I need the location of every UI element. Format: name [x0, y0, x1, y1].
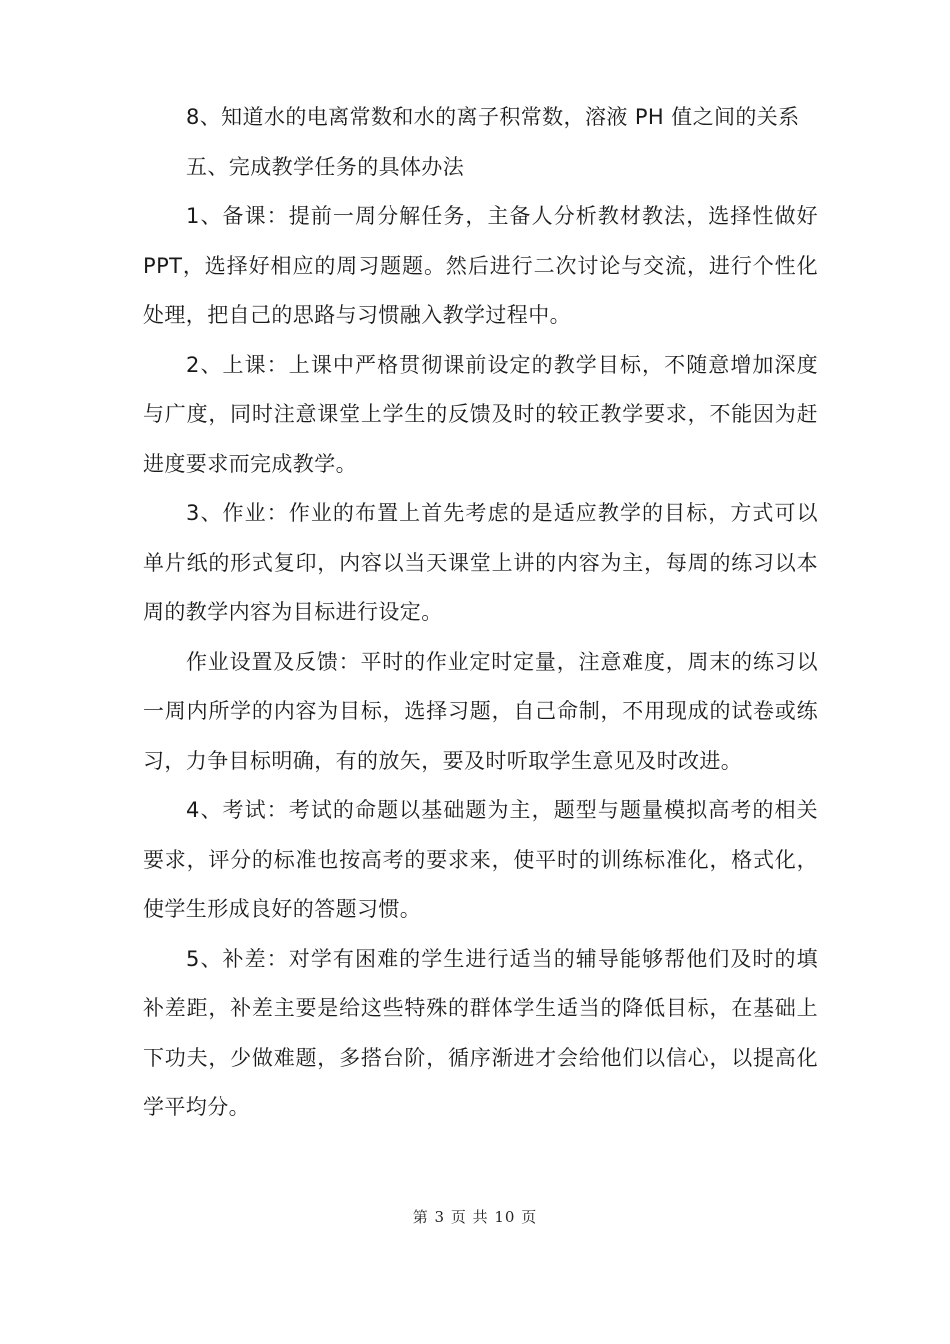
paragraph-homework-feedback: 作业设置及反馈：平时的作业定时定量，注意难度，周末的练习以一周内所学的内容为目标，选择习题，自己命制，不用现成的试卷或练习，力争目标明确，有的放矢，要及时听取学生意见及时改进。 — [143, 649, 818, 773]
section-heading: 五、完成教学任务的具体办法 — [186, 154, 465, 179]
paragraph-class: 2、上课：上课中严格贯彻课前设定的教学目标，不随意增加深度与广度，同时注意课堂上学生的反馈及时的较正教学要求，不能因为赶进度要求而完成教学。 — [143, 352, 818, 476]
paragraph-exam: 4、考试：考试的命题以基础题为主，题型与题量模拟高考的相关要求，评分的标准也按高考的要求来，使平时的训练标准化，格式化，使学生形成良好的答题习惯。 — [143, 798, 818, 921]
paragraph-item-8: 8、知道水的电离常数和水的离子积常数，溶液 PH 值之间的关系 — [186, 105, 800, 129]
paragraph-homework: 3、作业：作业的布置上首先考虑的是适应教学的目标，方式可以单片纸的形式复印，内容以当天课堂上讲的内容为主，每周的练习以本周的教学内容为目标进行设定。 — [143, 501, 818, 624]
paragraph-lesson-prep: 1、备课：提前一周分解任务，主备人分析教材教法，选择性做好 PPT，选择好相应的周习题题。然后进行二次讨论与交流，进行个性化处理，把自己的思路与习惯融入教学过程中。 — [143, 204, 818, 327]
page-number-footer: 第 3 页 共 10 页 — [412, 1208, 538, 1226]
document-body — [143, 93, 818, 1133]
paragraph-remedial: 5、补差：对学有困难的学生进行适当的辅导能够帮他们及时的填补差距，补差主要是给这些特殊的群体学生适当的降低目标，在基础上下功夫，少做难题，多搭台阶，循序渐进才会给他们以信心，以提高化学平均分。 — [143, 946, 818, 1119]
